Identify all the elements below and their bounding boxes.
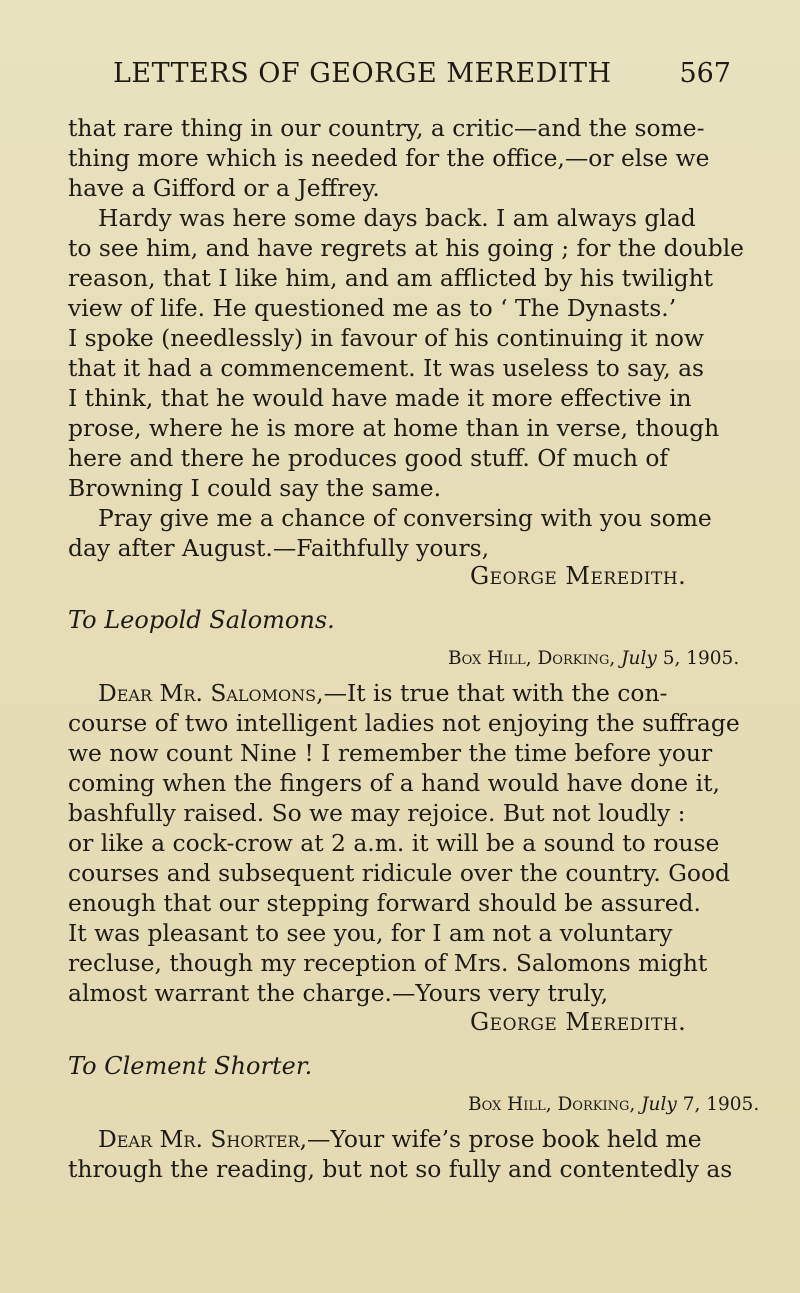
text-line: I spoke (needlessly) in favour of his continuing it now — [68, 324, 705, 352]
signature: George Meredith. — [470, 562, 687, 590]
salutation: Dear Mr. Salomons, — [98, 679, 324, 707]
page-number: 567 — [679, 58, 731, 89]
dateline-date: 5, 1905. — [662, 648, 740, 669]
salutation: Dear Mr. Shorter, — [98, 1125, 308, 1153]
text-line: day after August.—Faithfully yours, — [68, 534, 490, 562]
dateline-month: July — [621, 648, 657, 669]
first-line-rest: —Your wife’s prose book held me — [307, 1125, 702, 1153]
text-line: Browning I could say the same. — [68, 474, 442, 502]
first-line-rest: —It is true that with the con- — [323, 679, 668, 707]
text-line: It was pleasant to see you, for I am not a voluntary — [68, 919, 673, 947]
dateline-month: July — [641, 1094, 677, 1115]
signature: George Meredith. — [470, 1008, 687, 1036]
text-line: have a Gifford or a Jeffrey. — [68, 174, 380, 202]
letter-heading: To Clement Shorter. — [68, 1052, 313, 1080]
text-line: that rare thing in our country, a critic—and the some- — [68, 114, 705, 142]
text-line: prose, where he is more at home than in verse, though — [68, 414, 720, 442]
text-line: coming when the fingers of a hand would have done it, — [68, 769, 720, 797]
text-line: courses and subsequent ridicule over the country. Good — [68, 859, 731, 887]
text-line: to see him, and have regrets at his going ; for the double — [68, 234, 745, 262]
text-line: or like a cock-crow at 2 a.m. it will be a sound to rouse — [68, 829, 720, 857]
text-line: view of life. He questioned me as to ‘ The Dynasts.’ — [68, 294, 677, 322]
text-line: recluse, though my reception of Mrs. Salomons might — [68, 949, 708, 977]
dateline — [448, 648, 739, 669]
text-line: Pray give me a chance of conversing with you some — [98, 504, 712, 532]
text-line: enough that our stepping forward should be assured. — [68, 889, 701, 917]
text-line: thing more which is needed for the office,—or else we — [68, 144, 710, 172]
text-line: reason, that I like him, and am afflicted by his twilight — [68, 264, 714, 292]
text-line — [68, 678, 763, 708]
page-header — [113, 58, 731, 98]
text-line: course of two intelligent ladies not enjoying the suffrage — [68, 709, 740, 737]
text-line: here and there he produces good stuff. Of much of — [68, 444, 669, 472]
running-title: LETTERS OF GEORGE MEREDITH — [113, 58, 612, 89]
dateline-date: 7, 1905. — [682, 1094, 760, 1115]
text-line: bashfully raised. So we may rejoice. But not loudly : — [68, 799, 686, 827]
letter-heading: To Leopold Salomons. — [68, 606, 335, 634]
text-line: Hardy was here some days back. I am always glad — [98, 204, 696, 232]
text-line: almost warrant the charge.—Yours very truly, — [68, 979, 609, 1007]
text-line: that it had a commencement. It was useless to say, as — [68, 354, 705, 382]
text-line: we now count Nine ! I remember the time before your — [68, 739, 713, 767]
text-line — [68, 1124, 763, 1154]
dateline-place: Box Hill, Dorking, — [448, 648, 616, 669]
dateline — [468, 1094, 759, 1115]
text-line: through the reading, but not so fully and contentedly as — [68, 1155, 733, 1183]
text-line: I think, that he would have made it more effective in — [68, 384, 692, 412]
dateline-place: Box Hill, Dorking, — [468, 1094, 636, 1115]
